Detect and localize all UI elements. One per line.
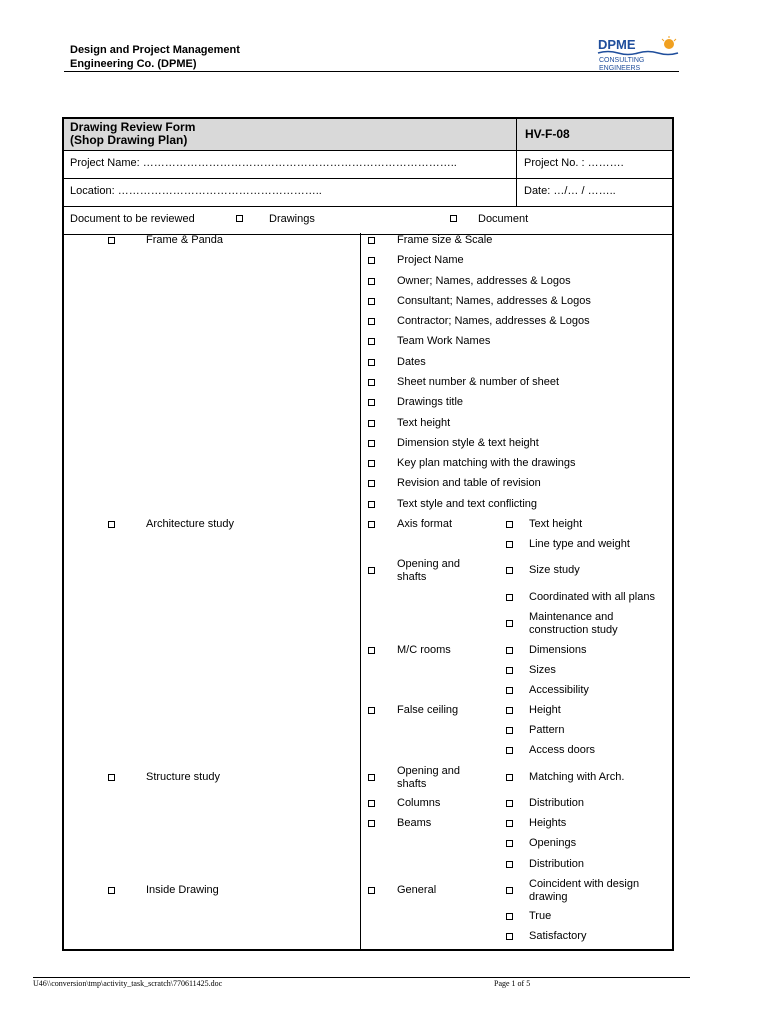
arch-item-checkbox[interactable] (506, 747, 513, 754)
document-option-label: Document (478, 213, 529, 225)
arch-item-checkbox[interactable] (506, 567, 513, 574)
frame-item-label: Owner; Names, addresses & Logos (397, 275, 571, 287)
arch-item-checkbox[interactable] (506, 727, 513, 734)
frame-item-checkbox[interactable] (368, 338, 375, 345)
row-divider (516, 178, 517, 206)
arch-item-label: Size study (529, 564, 580, 576)
section-checkbox[interactable] (108, 887, 115, 894)
frame-item-checkbox[interactable] (368, 359, 375, 366)
document-checkbox[interactable] (450, 215, 457, 222)
company-name-line1: Design and Project Management (70, 44, 240, 56)
struct-item-label: Heights (529, 817, 567, 829)
struct-group-checkbox[interactable] (368, 774, 375, 781)
section-checkbox[interactable] (108, 521, 115, 528)
struct-item-label: Distribution (529, 797, 585, 809)
form-title (70, 121, 195, 147)
arch-item-checkbox[interactable] (506, 707, 513, 714)
location-field[interactable]: Location: ……………………………………………….. (70, 185, 322, 197)
footer-rule (33, 977, 690, 978)
section-checkbox[interactable] (108, 774, 115, 781)
section-checkbox[interactable] (108, 237, 115, 244)
frame-item-label: Frame size & Scale (397, 234, 493, 246)
frame-item-label: Dates (397, 356, 426, 368)
section-inside-drawing: Inside Drawing (146, 884, 219, 896)
inside-group-label: General (397, 884, 437, 896)
form-code-cell (517, 119, 672, 151)
arch-item-checkbox[interactable] (506, 687, 513, 694)
arch-item-label: Coordinated with all plans (529, 591, 655, 603)
struct-group-label: Opening and shafts (397, 765, 460, 790)
inside-item-checkbox[interactable] (506, 933, 513, 940)
arch-group-label: False ceiling (397, 704, 459, 716)
struct-group-checkbox[interactable] (368, 820, 375, 827)
column-divider (360, 233, 361, 949)
frame-item-label: Drawings title (397, 396, 464, 408)
row-divider (516, 150, 517, 178)
arch-item-label: Line type and weight (529, 538, 630, 550)
header-rule (64, 71, 679, 72)
struct-item-label: Distribution (529, 858, 585, 870)
frame-item-label: Contractor; Names, addresses & Logos (397, 315, 590, 327)
project-name-field[interactable]: Project Name: ………………………………………………………………………….. (70, 157, 457, 169)
inside-group-checkbox[interactable] (368, 887, 375, 894)
location-row (64, 178, 672, 207)
struct-group-checkbox[interactable] (368, 800, 375, 807)
footer-page: Page 1 of 5 (494, 979, 531, 988)
struct-item-checkbox[interactable] (506, 840, 513, 847)
arch-item-checkbox[interactable] (506, 541, 513, 548)
section-frame-panda: Frame & Panda (146, 234, 224, 246)
date-field[interactable]: Date: …/… / …….. (524, 185, 616, 197)
inside-item-label: Coincident with design drawing (529, 878, 640, 903)
struct-item-checkbox[interactable] (506, 774, 513, 781)
arch-item-checkbox[interactable] (506, 521, 513, 528)
frame-item-label: Dimension style & text height (397, 437, 539, 449)
project-row (64, 150, 672, 179)
arch-item-label: Height (529, 704, 561, 716)
frame-item-checkbox[interactable] (368, 298, 375, 305)
frame-item-checkbox[interactable] (368, 480, 375, 487)
company-name-line2: Engineering Co. (DPME) (70, 58, 197, 70)
inside-item-label: True (529, 910, 552, 922)
frame-item-checkbox[interactable] (368, 399, 375, 406)
section-structure-study: Structure study (146, 771, 220, 783)
frame-item-label: Sheet number & number of sheet (397, 376, 560, 388)
frame-item-checkbox[interactable] (368, 237, 375, 244)
arch-group-checkbox[interactable] (368, 567, 375, 574)
form-title-line1: Drawing Review Form (70, 120, 196, 134)
drawing-review-form (62, 117, 674, 951)
doc-type-row (64, 206, 672, 235)
arch-item-label: Sizes (529, 664, 556, 676)
struct-group-label: Columns (397, 797, 441, 809)
company-name (70, 43, 240, 71)
arch-item-label: Accessibility (529, 684, 589, 696)
dpme-logo (593, 36, 683, 72)
arch-item-checkbox[interactable] (506, 620, 513, 627)
doc-reviewed-label: Document to be reviewed (70, 213, 195, 225)
arch-item-label: Pattern (529, 724, 565, 736)
arch-group-label: Axis format (397, 518, 453, 530)
frame-item-label: Team Work Names (397, 335, 491, 347)
frame-item-checkbox[interactable] (368, 379, 375, 386)
frame-item-label: Text height (397, 417, 451, 429)
arch-item-checkbox[interactable] (506, 594, 513, 601)
frame-item-checkbox[interactable] (368, 501, 375, 508)
logo-text: DPME (598, 37, 636, 52)
frame-item-label: Text style and text conflicting (397, 498, 538, 510)
arch-item-checkbox[interactable] (506, 667, 513, 674)
arch-item-label: Maintenance and construction study (529, 611, 618, 636)
frame-item-label: Consultant; Names, addresses & Logos (397, 295, 591, 307)
arch-group-checkbox[interactable] (368, 707, 375, 714)
form-code: HV-F-08 (525, 127, 570, 141)
form-title-cell (64, 119, 517, 151)
struct-group-label: Beams (397, 817, 432, 829)
section-architecture-study: Architecture study (146, 518, 235, 530)
struct-item-checkbox[interactable] (506, 800, 513, 807)
logo-subtext1: CONSULTING (599, 57, 645, 64)
inside-item-checkbox[interactable] (506, 887, 513, 894)
struct-item-label: Matching with Arch. (529, 771, 625, 783)
arch-group-checkbox[interactable] (368, 521, 375, 528)
frame-item-label: Key plan matching with the drawings (397, 457, 576, 469)
arch-group-label: M/C rooms (397, 644, 451, 656)
frame-item-label: Project Name (397, 254, 464, 266)
frame-item-checkbox[interactable] (368, 440, 375, 447)
form-title-line2: (Shop Drawing Plan) (70, 133, 188, 147)
frame-item-checkbox[interactable] (368, 278, 375, 285)
drawings-checkbox[interactable] (236, 215, 243, 222)
frame-item-checkbox[interactable] (368, 460, 375, 467)
project-no-field[interactable]: Project No. : ………. (524, 157, 624, 169)
arch-item-checkbox[interactable] (506, 647, 513, 654)
frame-item-checkbox[interactable] (368, 257, 375, 264)
logo-subtext2: ENGINEERS (599, 65, 641, 72)
frame-item-checkbox[interactable] (368, 318, 375, 325)
arch-item-label: Text height (529, 518, 583, 530)
arch-group-label: Opening and shafts (397, 558, 460, 583)
footer-path: U46\\conversion\tmp\activity_task_scratch\770611425.doc (33, 979, 223, 988)
arch-item-label: Access doors (529, 744, 596, 756)
arch-group-checkbox[interactable] (368, 647, 375, 654)
drawings-option-label: Drawings (269, 213, 315, 225)
struct-item-checkbox[interactable] (506, 861, 513, 868)
struct-item-label: Openings (529, 837, 577, 849)
struct-item-checkbox[interactable] (506, 820, 513, 827)
inside-item-label: Satisfactory (529, 930, 587, 942)
arch-item-label: Dimensions (529, 644, 587, 656)
inside-item-checkbox[interactable] (506, 913, 513, 920)
frame-item-checkbox[interactable] (368, 420, 375, 427)
frame-item-label: Revision and table of revision (397, 477, 541, 489)
